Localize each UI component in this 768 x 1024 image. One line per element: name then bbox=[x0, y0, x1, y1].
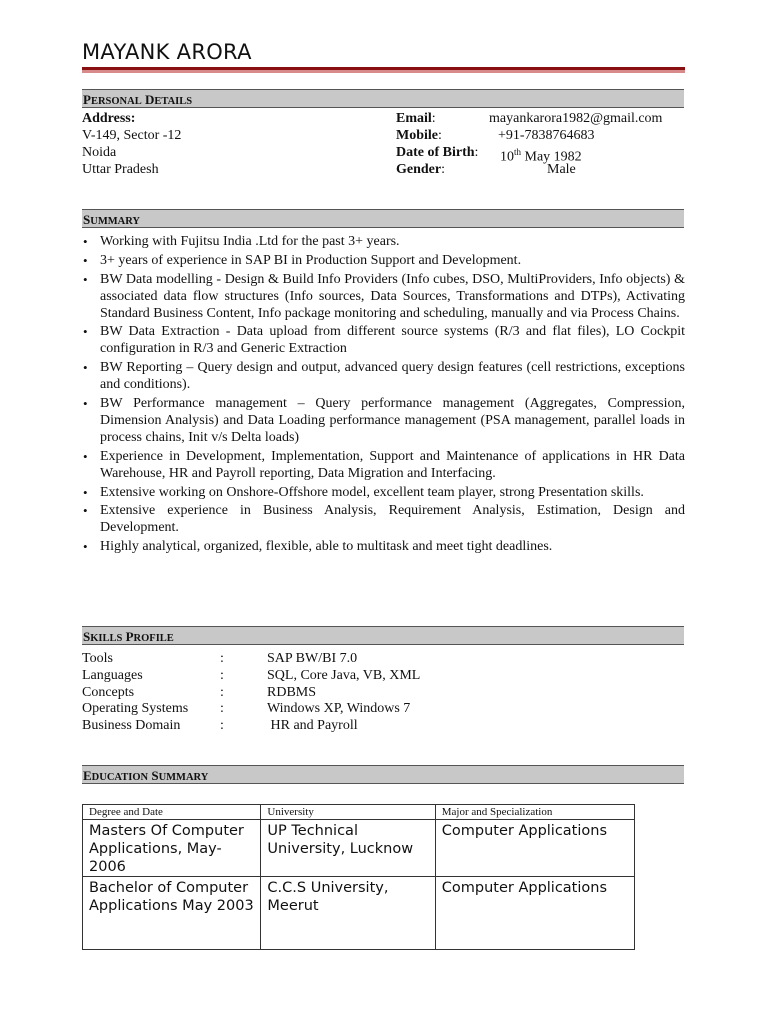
table-row bbox=[83, 877, 635, 950]
mobile-value: +91-7838764683 bbox=[498, 128, 595, 143]
summary-list bbox=[82, 233, 685, 557]
education-summary-heading: EDUCATION SUMMARY bbox=[82, 765, 684, 784]
table-cell: Computer Applications bbox=[435, 820, 634, 877]
table-cell: Bachelor of Computer Applications May 2003 bbox=[83, 877, 261, 950]
summary-heading: SUMMARY bbox=[82, 209, 684, 228]
summary-item: • BW Data Extraction - Data upload from different source systems (R/3 and flat files), LO Cockpit configuration in R/3 and Generic Extraction bbox=[82, 323, 685, 357]
skill-label: Tools bbox=[82, 651, 113, 666]
summary-item: • BW Reporting – Query design and output, advanced query design features (cell restrictions, exceptions and conditions). bbox=[82, 359, 685, 393]
education-table bbox=[82, 804, 635, 950]
summary-item: • Extensive experience in Business Analysis, Requirement Analysis, Estimation, Design and Development. bbox=[82, 502, 685, 536]
table-cell: UP Technical University, Lucknow bbox=[261, 820, 435, 877]
email-value: mayankarora1982@gmail.com bbox=[489, 111, 663, 126]
address-line: Uttar Pradesh bbox=[82, 162, 159, 177]
column-header: University bbox=[261, 805, 435, 820]
email-label: Email: bbox=[396, 111, 436, 126]
summary-item: • 3+ years of experience in SAP BI in Production Support and Development. bbox=[82, 252, 685, 269]
candidate-name: MAYANK ARORA bbox=[82, 40, 252, 64]
address-label: Address: bbox=[82, 111, 136, 126]
skill-value: SQL, Core Java, VB, XML bbox=[267, 668, 421, 683]
dob-value: 10th May 1982 bbox=[500, 147, 582, 165]
skills-profile-heading: SKILLS PROFILE bbox=[82, 626, 684, 645]
dob-label: Date of Birth: bbox=[396, 145, 479, 160]
address-line: V-149, Sector -12 bbox=[82, 128, 182, 143]
column-header: Major and Specialization bbox=[435, 805, 634, 820]
summary-item: • Working with Fujitsu India .Ltd for the past 3+ years. bbox=[82, 233, 685, 250]
skill-label: Concepts bbox=[82, 685, 135, 700]
skill-value: HR and Payroll bbox=[267, 718, 358, 733]
table-row bbox=[83, 820, 635, 877]
skill-label: Operating Systems bbox=[82, 701, 189, 716]
summary-item: • Experience in Development, Implementation, Support and Maintenance of applications in HR Data Warehouse, HR and Payroll reporting, Data Migration and Interfacing. bbox=[82, 448, 685, 482]
table-cell: Computer Applications bbox=[435, 877, 634, 950]
table-header-row bbox=[83, 805, 635, 820]
address-line: Noida bbox=[82, 145, 117, 160]
column-header: Degree and Date bbox=[83, 805, 261, 820]
summary-item: • Extensive working on Onshore-Offshore model, excellent team player, strong Presentation skills. bbox=[82, 484, 685, 501]
skill-value: RDBMS bbox=[267, 685, 317, 700]
summary-item: • Highly analytical, organized, flexible, able to multitask and meet tight deadlines. bbox=[82, 538, 685, 555]
personal-details-heading: PERSONAL DETAILS bbox=[82, 89, 684, 108]
skill-value: SAP BW/BI 7.0 bbox=[267, 651, 358, 666]
skill-label: Languages bbox=[82, 668, 143, 683]
skill-label: Business Domain bbox=[82, 718, 181, 733]
gender-value: Male bbox=[547, 162, 576, 177]
summary-item: • BW Performance management – Query performance management (Aggregates, Compression, Dimension Analysis) and Data Loading performance management (PSA management, parallel loads in process chains, Init v/s Delta loads) bbox=[82, 395, 685, 446]
table-cell: C.C.S University, Meerut bbox=[261, 877, 435, 950]
table-cell: Masters Of Computer Applications, May-2006 bbox=[83, 820, 261, 877]
skill-value: Windows XP, Windows 7 bbox=[267, 701, 411, 716]
summary-item: • BW Data modelling - Design & Build Info Providers (Info cubes, DSO, MultiProviders, Info objects) & associated data flow structures (Info sources, Data Sources, Transformations and DTPs), Activating Standard Business Content, Info package monitoring and scheduling, manually and via Process Chains. bbox=[82, 271, 685, 322]
mobile-label: Mobile: bbox=[396, 128, 442, 143]
header-rule-accent bbox=[82, 70, 685, 73]
gender-label: Gender: bbox=[396, 162, 445, 177]
